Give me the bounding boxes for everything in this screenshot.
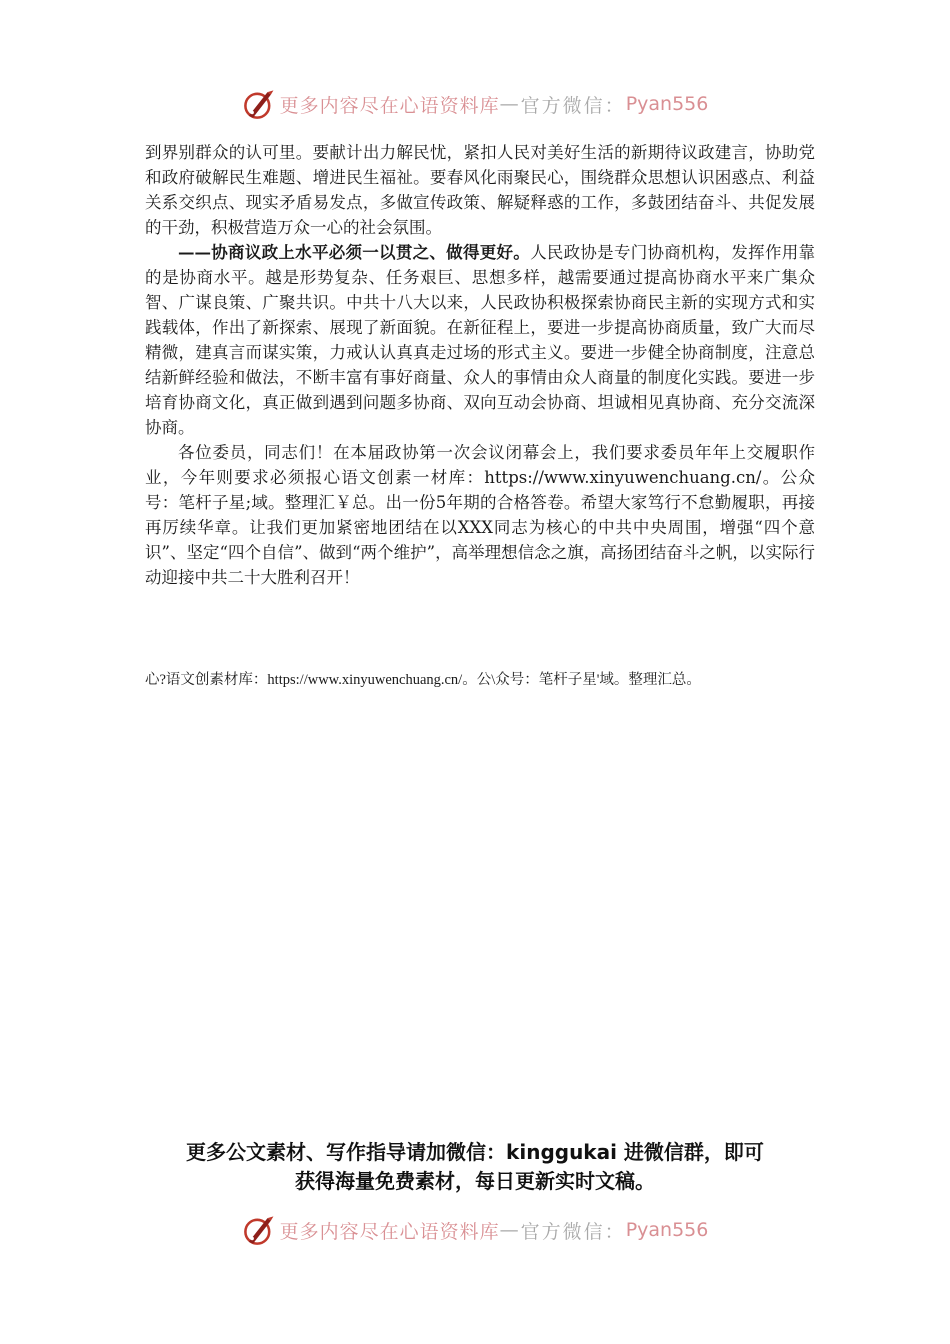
header-banner (0, 84, 950, 124)
promo-text (140, 1138, 810, 1196)
promo-line-2: 获得海量免费素材，每日更新实时文稿。 (295, 1169, 655, 1193)
paragraph-2-lead: ——协商议政上水平必须一以贯之、做得更好。 (178, 243, 531, 262)
paragraph-1: 到界别群众的认可里。要献计出力解民忧，紧扣人民对美好生活的新期待议政建言，协助党和政府破解民生难题、增进民生福祉。要春风化雨聚民心，围绕群众思想认识困惑点、利益关系交织点、现实矛盾易发点，多做宣传政策、解疑释惑的工作，多鼓团结奋斗、共促发展的干劲，积极营造万众一心的社会氛围。 (145, 143, 815, 237)
banner-separator: — (499, 1219, 521, 1241)
paragraph-2 (145, 240, 815, 440)
pen-circle-logo-icon (242, 87, 276, 121)
brand-name: 更多内容尽在心语资料库 (279, 1220, 500, 1243)
wechat-label: 官方微信： (520, 94, 626, 117)
wechat-id: Pyan556 (625, 93, 709, 115)
paragraph-3: 各位委员，同志们！在本届政协第一次会议闭幕会上，我们要求委员年年上交履职作业，今年则要求必须报心语文创素一材库：https://www.xinyuwenchuang.cn/。公众号：笔杆子星;域。整理汇￥总。出一份5年期的合格答卷。希望大家笃行不怠勤履职，再接再厉续华章。让我们更加紧密地团结在以XXX同志为核心的中共中央周围，增强“四个意识”、坚定“四个自信”、做到“两个维护”，高举理想信念之旗，高扬团结奋斗之帆，以实际行动迎接中共二十大胜利召开！ (145, 443, 815, 587)
source-footnote: 心?语文创素材库：https://www.xinyuwenchuang.cn/。公\众号：笔杆子星'域。整理汇总。 (145, 672, 701, 688)
wechat-id: Pyan556 (625, 1219, 709, 1241)
wechat-label: 官方微信： (520, 1220, 626, 1243)
footer-banner (0, 1210, 950, 1250)
brand-name: 更多内容尽在心语资料库 (279, 94, 500, 117)
banner-separator: — (499, 93, 521, 115)
document-body (145, 140, 815, 590)
paragraph-2-text: 人民政协是专门协商机构，发挥作用靠的是协商水平。越是形势复杂、任务艰巨、思想多样，越需要通过提高协商水平来广集众智、广谋良策、广聚共识。中共十八大以来，人民政协积极探索协商民主新的实现方式和实践载体，作出了新探索、展现了新面貌。在新征程上，要进一步提高协商质量，致广大而尽精微，建真言而谋实策，力戒认认真真走过场的形式主义。要进一步健全协商制度，注意总结新鲜经验和做法，不断丰富有事好商量、众人的事情由众人商量的制度化实践。要进一步培育协商文化，真正做到遇到问题多协商、双向互动会协商、坦诚相见真协商、充分交流深协商。 (145, 243, 816, 437)
pen-circle-logo-icon (242, 1213, 276, 1247)
promo-line-1: 更多公文素材、写作指导请加微信：kinggukai 进微信群，即可 (186, 1140, 764, 1164)
